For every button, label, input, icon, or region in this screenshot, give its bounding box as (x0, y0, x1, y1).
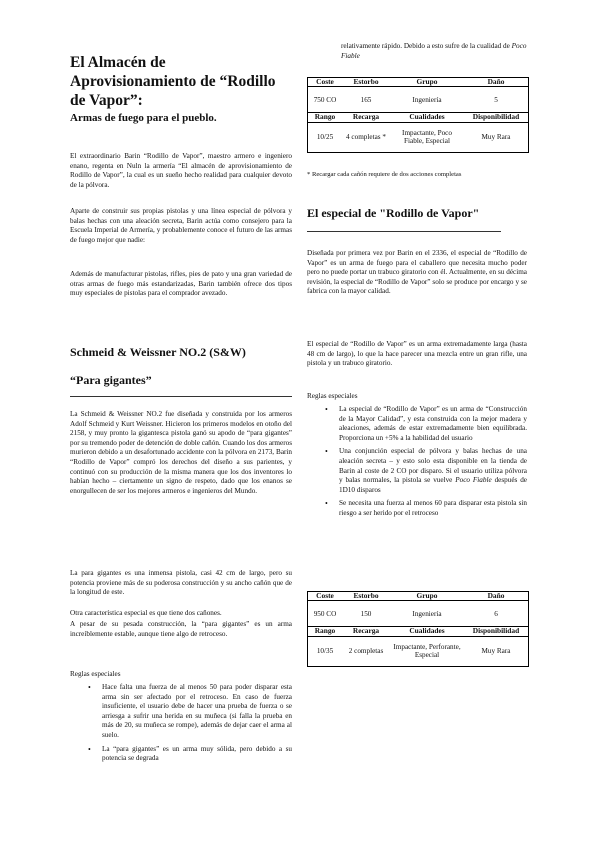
table-header: Cualidades (390, 113, 464, 122)
table-cell: Impactante, Perforante, Especial (390, 636, 464, 666)
section-heading-special: El especial de "Rodillo de Vapor" (307, 206, 480, 220)
table-header: Estorbo (342, 592, 390, 601)
table-cell: 5 (494, 95, 498, 104)
sw-paragraph-3: Otra característica especial es que tiene dos cañones. (70, 609, 222, 617)
list-item: • La “para gigantes” es un arma muy sólida, pero debido a su potencia se degrada (88, 744, 292, 763)
page-subtitle: Armas de fuego para el pueblo. (70, 112, 217, 124)
bullet-icon: • (325, 405, 328, 414)
table-header: Grupo (390, 78, 464, 87)
section-heading-sw: Schmeid & Weissner NO.2 (S&W) (70, 345, 246, 359)
stats-table-2 (307, 591, 529, 667)
special-paragraph-1: Diseñada por primera vez por Barin en el 2336, el especial de “Rodillo de Vapor” es un arma de fuego para el caballero que necesita mucho poder pero no puede portar un trabuco giratorio con él. Actualmente, en su décima revisión, la especial de “Rodillo de Vapor” solo se produce por encargo y se fabrica con la mayor calidad. (307, 249, 527, 296)
table-cell: Ingeniería (412, 609, 442, 618)
intro-paragraph-1: El extraordinario Barin “Rodillo de Vapor”, maestro armero e ingeniero enano, regenta en Nuln la armería “El almacén de aprovisionamiento de Rodillo de Vapor”, la cual es un sueño hecho realidad para cualquier devoto de la pólvora. (70, 152, 292, 189)
table-header: Coste (308, 78, 342, 87)
special-paragraph-2: El especial de “Rodillo de Vapor” es un arma extremadamente larga (hasta 48 cm de largo), lo que la hace parecer una mezcla entre un gran rifle, una pistola y un trabuco giratorio. (307, 340, 527, 368)
table-cell: 950 CO (313, 609, 337, 618)
table-header: Disponibilidad (464, 113, 528, 122)
table-header: Daño (464, 78, 528, 87)
table-header: Disponibilidad (464, 627, 528, 636)
table-cell: Impactante, Poco Fiable, Especial (390, 122, 464, 152)
footnote: * Recargar cada cañón requiere de dos acciones completas (307, 171, 462, 178)
table-header: Rango (308, 627, 342, 636)
list-item: • Una conjunción especial de pólvora y balas hechas de una aleación secreta – y esto solo esta disponible en la tienda de Barin al coste de 2 CO por disparo. Si el usuario utiliza pólvora y balas normales, la pistola se vuelve Poco Fiable después de 1D10 disparos (325, 447, 527, 494)
table-header: Cualidades (390, 627, 464, 636)
table-header: Rango (308, 113, 342, 122)
section-divider (307, 231, 501, 232)
table-header: Recarga (342, 627, 390, 636)
bullet-icon: • (88, 744, 91, 754)
rules-list (70, 683, 292, 764)
table-cell: 165 (360, 95, 372, 104)
list-item: • Hace falta una fuerza de al menos 50 para poder disparar esta arma sin ser afectado por el retroceso. En caso de fuerza insuficiente, el usuario debe de hacer una prueba de fuerza o se arriesga a sufrir una herida en su muñeca (si falla la prueba en más de 20, su muñeca se rompe), además de dejar caer el arma al suelo. (88, 683, 292, 739)
section-divider (70, 396, 292, 397)
table-cell: 10/35 (308, 636, 342, 666)
sw-paragraph-2: La para gigantes es una inmensa pistola, casi 42 cm de largo, pero su potencia proviene más de su poderosa construcción y su ancho cañón que de la longitud de este. (70, 569, 292, 597)
table-cell: 6 (494, 609, 498, 618)
bullet-icon: • (88, 683, 91, 692)
table-cell: 2 completas (342, 636, 390, 666)
stats-table-1 (307, 77, 529, 153)
table-cell: 150 (360, 609, 372, 618)
bullet-icon: • (325, 447, 328, 457)
list-item: • La especial de “Rodillo de Vapor” es un arma de “Construcción de la Mayor Calidad”, y esta construida con la mejor madera y aleaciones, además de estar extremadamente bien equilibrada. Proporciona un +5% a la habilidad del usuario (325, 405, 527, 442)
sw-paragraph-4: A pesar de su pesada construcción, la “para gigantes” es un arma increíblemente estable, aunque tiene algo de retroceso. (70, 620, 292, 638)
intro-paragraph-2: Aparte de construir sus propias pistolas y una línea especial de pólvora y balas hechas con una aleación secreta, Barin actúa como consejero para la Escuela Imperial de Armería, y probablemente conoce el futuro de las armas de fuego mejor que nadie: (70, 207, 292, 244)
table-cell: Ingeniería (412, 95, 442, 104)
rules-label: Reglas especiales (70, 670, 121, 678)
rules-list (307, 405, 527, 519)
table-header: Grupo (390, 592, 464, 601)
table-cell: 750 CO (313, 95, 337, 104)
table-cell: 4 completas * (342, 122, 390, 152)
table-header: Coste (308, 592, 342, 601)
intro-paragraph-3: Además de manufacturar pistolas, rifles, pies de pato y una gran variedad de otras armas de fuego más estandarizadas, Barin también ofrece dos tipos muy especiales de pistolas para el comprador avezado. (70, 270, 292, 298)
continued-paragraph: relativamente rápido. Debido a esto sufre de la cualidad de Poco Fiable (341, 42, 527, 60)
table-header: Daño (464, 592, 528, 601)
table-cell: 10/25 (308, 122, 342, 152)
table-header: Recarga (342, 113, 390, 122)
bullet-icon: • (325, 499, 328, 509)
rules-label: Reglas especiales (307, 392, 358, 400)
list-item: • Se necesita una fuerza al menos 60 para disparar esta pistola sin riesgo a ser herido por el retroceso (325, 499, 527, 517)
section-heading-giant: “Para gigantes” (70, 373, 152, 387)
page-title: El Almacén de Aprovisionamiento de “Rodillo de Vapor”: (70, 54, 276, 109)
table-cell: Muy Rara (464, 636, 528, 666)
table-cell: Muy Rara (464, 122, 528, 152)
sw-paragraph-1: La Schmeid & Weissner NO.2 fue diseñada y construida por los armeros Adolf Schmeid y Kurt Weissner. Hicieron los primeros modelos en otoño del 2158, y muy pronto la gigantesca pistola ganó su apodo de “para gigantes” por su tremendo poder de detención de doble cañón. Cuando los dos armeros murieron debido a un desafortunado accidente con la pólvora en 2173, Barin “Rodillo de Vapor” compró los derechos del diseño a sus parientes, y continuó con su producción de la misma manera que los dos inventores lo habían hecho – ciertamente un signo de respeto, dado que los enanos se enorgullecen de ser los mejores armeros e ingenieros del Mundo. (70, 410, 292, 495)
table-header: Estorbo (342, 78, 390, 87)
